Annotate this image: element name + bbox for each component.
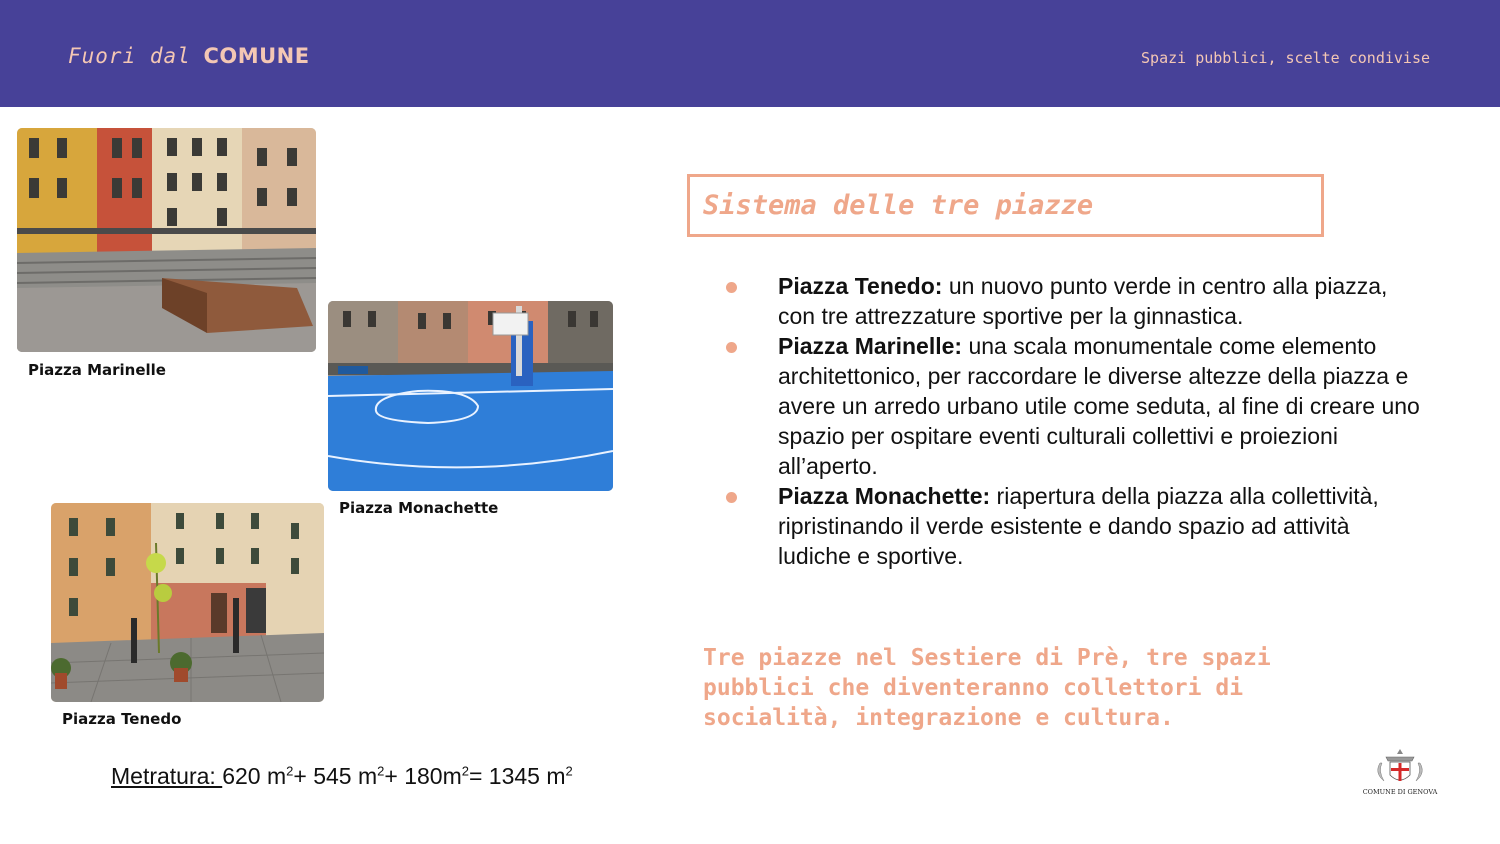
header-tagline: Spazi pubblici, scelte condivise	[1141, 49, 1430, 67]
header-bar	[0, 0, 1500, 107]
bullet-dot-icon	[726, 282, 737, 293]
section-title-box	[687, 174, 1324, 237]
superscript: 2	[286, 763, 294, 779]
metratura-value-2: + 545 m	[293, 763, 378, 789]
brand-logo	[68, 44, 310, 68]
metratura-value-1: 620 m	[222, 763, 287, 789]
superscript: 2	[377, 763, 385, 779]
brand-light-text: Fuori dal	[68, 44, 191, 68]
list-item-text: riapertura della piazza alla collettività, ripristinando il verde esistente e dando spazio ad attività ludiche e sportive.	[778, 483, 1379, 569]
list-item	[724, 481, 1424, 571]
list-item-title: Piazza Tenedo:	[778, 273, 943, 299]
metratura-label: Metratura:	[111, 763, 223, 789]
metratura-line	[111, 763, 573, 790]
list-item-text: una scala monumentale come elemento architettonico, per raccordare le diverse altezze della piazza e avere un arredo urbano utile come seduta, al fine di creare uno spazio per ospitare eventi culturali collettivi e proiezioni all’aperto.	[778, 333, 1420, 479]
superscript: 2	[565, 763, 573, 779]
piazze-list	[724, 271, 1424, 571]
metratura-value-3: + 180m	[384, 763, 462, 789]
photo-piazza-marinelle	[17, 128, 316, 352]
list-item	[724, 271, 1424, 331]
comune-genova-logo	[1362, 745, 1438, 799]
list-item-text: un nuovo punto verde in centro alla piazza, con tre attrezzature sportive per la ginnastica.	[778, 273, 1388, 329]
caption-piazza-monachette: Piazza Monachette	[339, 499, 499, 517]
bullet-dot-icon	[726, 492, 737, 503]
list-item-title: Piazza Marinelle:	[778, 333, 963, 359]
summary-quote: Tre piazze nel Sestiere di Prè, tre spazi pubblici che diventeranno collettori di socialità, integrazione e cultura.	[703, 645, 1271, 731]
logo-text: COMUNE DI GENOVA	[1362, 788, 1438, 796]
city-crest-icon	[1362, 745, 1438, 789]
photo-piazza-tenedo	[51, 503, 324, 702]
metratura-total: = 1345 m	[468, 763, 566, 789]
caption-piazza-marinelle: Piazza Marinelle	[28, 361, 166, 379]
list-item-title: Piazza Monachette:	[778, 483, 991, 509]
bullet-dot-icon	[726, 342, 737, 353]
photo-piazza-monachette	[328, 301, 613, 491]
brand-bold-text: COMUNE	[203, 44, 310, 68]
caption-piazza-tenedo: Piazza Tenedo	[62, 710, 182, 728]
section-title: Sistema delle tre piazze	[703, 190, 1094, 221]
list-item	[724, 331, 1424, 481]
superscript: 2	[461, 763, 469, 779]
